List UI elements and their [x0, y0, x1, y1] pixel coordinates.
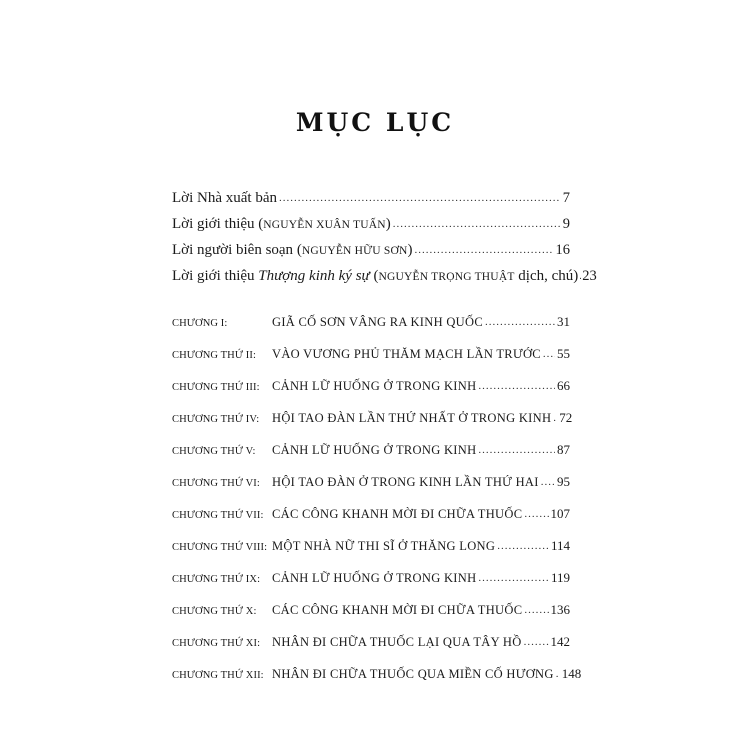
entry-author: NGUYỄN TRỌNG THUẬT [378, 271, 515, 283]
toc-chapter-4[interactable] [172, 408, 573, 430]
chapter-label: CHƯƠNG THỨ XI: [172, 638, 261, 649]
chapter-label: CHƯƠNG THỨ VI: [172, 478, 260, 489]
chapter-page-number: 148 [561, 666, 582, 681]
chapter-label: CHƯƠNG THỨ III: [172, 382, 260, 393]
dot-leader [279, 188, 561, 208]
chapter-label: CHƯƠNG THỨ VII: [172, 510, 264, 521]
chapter-title: NHÂN ĐI CHỮA THUỐC LẠI QUA TÂY HỒ [272, 635, 522, 649]
dot-leader [524, 504, 548, 524]
chapter-page-number: 107 [550, 506, 570, 521]
chapter-title: GIÃ CỐ SƠN VÂNG RA KINH QUỐC [272, 315, 483, 329]
chapter-label: CHƯƠNG THỨ IV: [172, 414, 260, 425]
toc-entry-editor-note[interactable] [172, 240, 570, 261]
dot-leader [524, 600, 548, 620]
entry-author: NGUYỄN HỮU SƠN [301, 245, 408, 257]
toc-chapter-7[interactable] [172, 504, 570, 526]
chapter-title: CÁC CÔNG KHANH MỜI ĐI CHỮA THUỐC [272, 507, 523, 521]
dot-leader [524, 632, 549, 652]
entry-label: Lời giới thiệu (NGUYỄN XUÂN TUẤN) [172, 216, 391, 232]
chapter-title: CÁC CÔNG KHANH MỜI ĐI CHỮA THUỐC [272, 603, 523, 617]
dot-leader [553, 408, 557, 428]
chapter-title: HỘI TAO ĐÀN Ở TRONG KINH LẦN THỨ HAI [272, 475, 539, 489]
entry-page-number: 23 [582, 268, 597, 284]
dot-leader [393, 214, 561, 234]
entry-label: Lời người biên soạn (NGUYỄN HỮU SƠN) [172, 242, 413, 258]
toc-chapter-5[interactable] [172, 440, 570, 462]
dot-leader [414, 240, 553, 260]
entry-page-number: 16 [555, 242, 570, 258]
toc-chapter-1[interactable] [172, 312, 570, 334]
toc-chapter-12[interactable] [172, 664, 582, 686]
dot-leader [543, 344, 555, 364]
chapter-page-number: 142 [550, 634, 570, 649]
dot-leader [478, 568, 549, 588]
chapter-title: MỘT NHÀ NỮ THI SĨ Ở THĂNG LONG [272, 539, 496, 553]
dot-leader [478, 440, 555, 460]
chapter-title: CẢNH LỮ HUỐNG Ở TRONG KINH [272, 443, 477, 457]
dot-leader [556, 664, 560, 684]
chapter-label: CHƯƠNG THỨ IX: [172, 574, 261, 585]
entry-label: Lời giới thiệu Thượng kinh ký sự (NGUYỄN TRỌNG THUẬT dịch, chú) [172, 268, 579, 284]
chapter-page-number: 72 [559, 410, 573, 425]
toc-entry-introduction[interactable] [172, 214, 570, 235]
toc-entry-book-introduction[interactable] [172, 266, 597, 287]
chapter-title: CẢNH LỮ HUỐNG Ở TRONG KINH [272, 571, 477, 585]
chapter-label: CHƯƠNG THỨ VIII: [172, 542, 268, 553]
toc-chapter-2[interactable] [172, 344, 570, 366]
toc-chapter-3[interactable] [172, 376, 570, 398]
entry-label: Lời Nhà xuất bản [172, 190, 277, 206]
dot-leader [541, 472, 555, 492]
toc-chapter-8[interactable] [172, 536, 570, 558]
chapter-page-number: 136 [550, 602, 570, 617]
dot-leader [485, 312, 555, 332]
chapter-title: HỘI TAO ĐÀN LẦN THỨ NHẤT Ở TRONG KINH [272, 411, 552, 425]
toc-chapter-11[interactable] [172, 632, 570, 654]
dot-leader [478, 376, 555, 396]
chapter-page-number: 31 [557, 314, 570, 329]
entry-page-number: 9 [562, 216, 570, 232]
chapter-label: CHƯƠNG I: [172, 318, 228, 329]
chapter-label: CHƯƠNG THỨ X: [172, 606, 257, 617]
entry-page-number: 7 [562, 190, 570, 206]
chapter-label: CHƯƠNG THỨ II: [172, 350, 256, 361]
dot-leader [579, 266, 581, 286]
dot-leader [497, 536, 549, 556]
chapter-title: CẢNH LỮ HUỐNG Ở TRONG KINH [272, 379, 477, 393]
toc-title: MỤC LỤC [295, 108, 455, 137]
chapter-title: NHÂN ĐI CHỮA THUỐC QUA MIỀN CỐ HƯƠNG [272, 667, 554, 681]
entry-author: NGUYỄN XUÂN TUẤN [263, 219, 386, 231]
chapter-page-number: 66 [557, 378, 570, 393]
toc-chapter-9[interactable] [172, 568, 570, 590]
toc-entry-publisher-note[interactable] [172, 188, 570, 209]
chapter-title: VÀO VƯƠNG PHỦ THĂM MẠCH LẦN TRƯỚC [272, 347, 541, 361]
chapter-page-number: 55 [557, 346, 570, 361]
chapter-page-number: 95 [557, 474, 570, 489]
toc-chapter-10[interactable] [172, 600, 570, 622]
book-title: Thượng kinh ký sự [258, 268, 370, 284]
chapter-page-number: 119 [550, 570, 570, 585]
toc-chapter-6[interactable] [172, 472, 570, 494]
chapter-page-number: 114 [550, 538, 570, 553]
chapter-page-number: 87 [557, 442, 570, 457]
chapter-label: CHƯƠNG THỨ XII: [172, 670, 264, 681]
chapter-label: CHƯƠNG THỨ V: [172, 446, 256, 457]
